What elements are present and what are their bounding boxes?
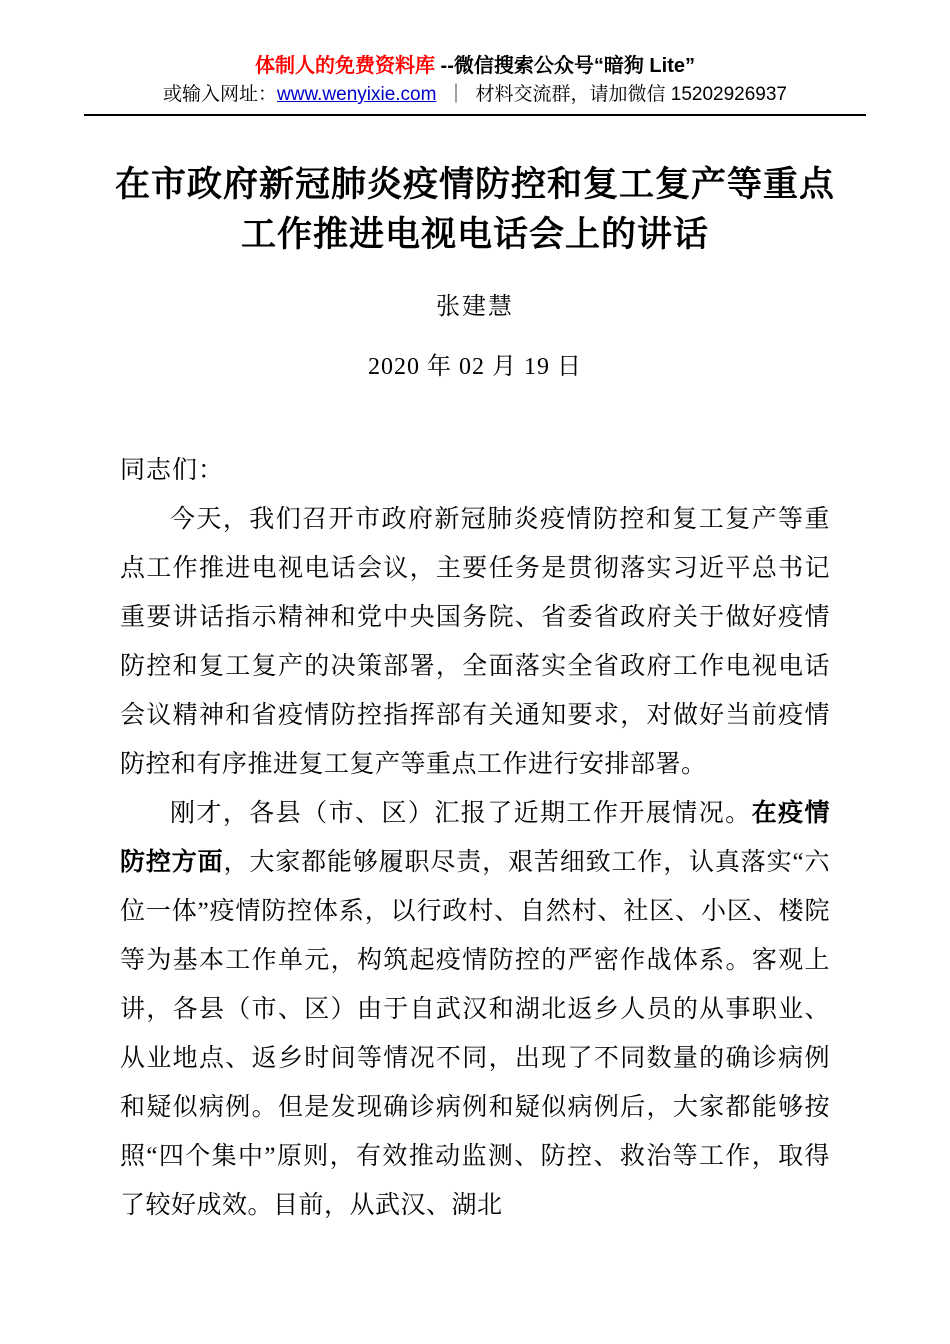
banner-line-2 (84, 80, 866, 110)
banner-separator: ｜ (446, 84, 466, 105)
banner-line-1 (84, 52, 866, 80)
banner-wechat-text: 材料交流群，请加微信 15202926937 (475, 84, 787, 105)
paragraph-text: ，大家都能够履职尽责，艰苦细致工作，认真落实“六位一体”疫情防控体系，以行政村、自然村、社区、小区、楼院等为基本工作单元，构筑起疫情防控的严密作战体系。客观上讲，各县（市、区）由于自武汉和湖北返乡人员的从事职业、从业地点、返乡时间等情况不同，出现了不同数量的确诊病例和疑似病例。但是发现确诊病例和疑似病例后，大家都能够按照“四个集中”原则，有效推动监测、防控、救治等工作，取得了较好成效。目前，从武汉、湖北 (120, 849, 830, 1219)
paragraph (120, 789, 830, 1230)
paragraph-list (120, 495, 830, 1230)
salutation: 同志们： (120, 457, 225, 484)
banner-title-black: --微信搜索公众号“暗狗 Lite” (435, 55, 695, 77)
promo-banner (84, 0, 866, 110)
paragraph-emphasis: 在疫情防控方面 (120, 800, 830, 876)
banner-website-link[interactable]: www.wenyixie.com (277, 84, 437, 105)
paragraph-text: 今天，我们召开市政府新冠肺炎疫情防控和复工复产等重点工作推进电视电话会议，主要任务是贯彻落实习近平总书记重要讲话指示精神和党中央国务院、省委省政府关于做好疫情防控和复工复产的决策部署，全面落实全省政府工作电视电话会议精神和省疫情防控指挥部有关通知要求，对做好当前疫情防控和有序推进复工复产等重点工作进行安排部署。 (120, 506, 830, 778)
document-author: 张建慧 (436, 294, 514, 320)
paragraph-text: 刚才，各县（市、区）汇报了近期工作开展情况。 (170, 800, 752, 827)
banner-title-red: 体制人的免费资料库 (255, 55, 435, 77)
banner-url-label: 或输入网址： (163, 84, 278, 105)
document-date: 2020 年 02 月 19 日 (368, 354, 582, 380)
page-title: 在市政府新冠肺炎疫情防控和复工复产等重点工作推进电视电话会上的讲话 (114, 165, 835, 254)
document-body (120, 446, 830, 1230)
banner-divider (84, 114, 866, 116)
paragraph (120, 495, 830, 789)
